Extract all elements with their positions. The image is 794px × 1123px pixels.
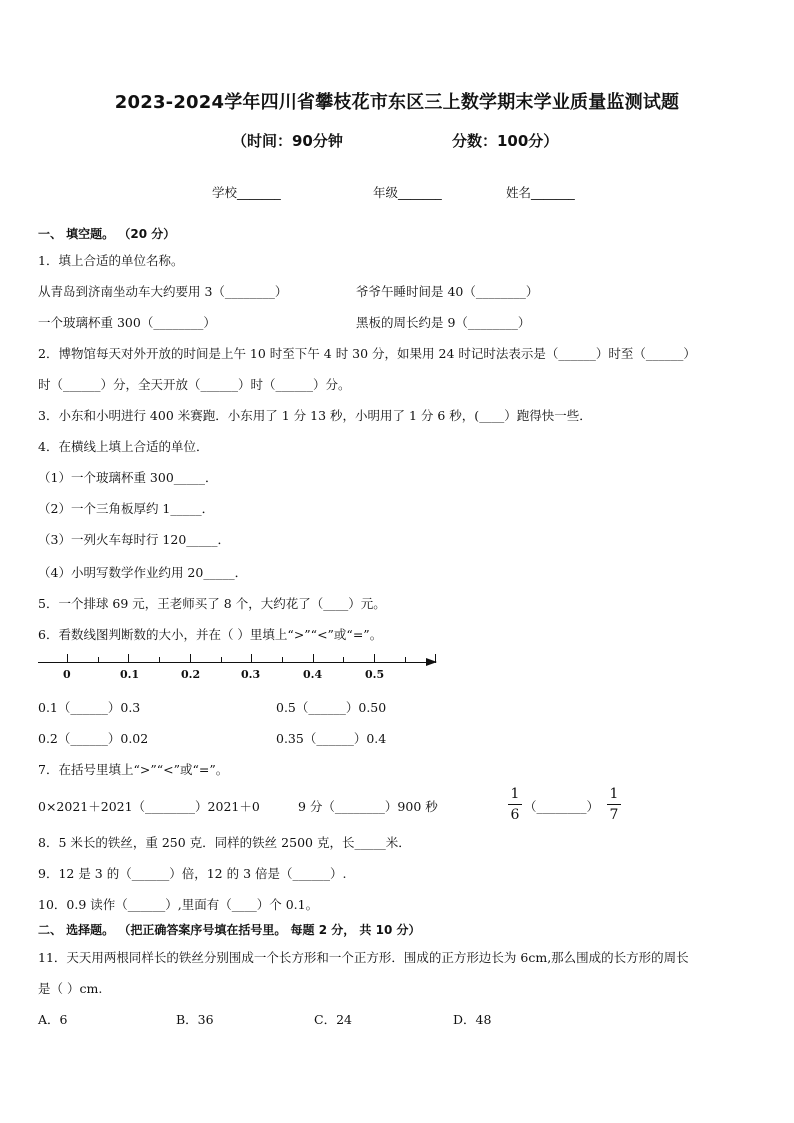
number-line-tick (221, 657, 222, 663)
number-line-tick (405, 657, 406, 663)
q11-line1: 11．天天用两根同样长的铁丝分别围成一个长方形和一个正方形．围成的正方形边长为 6cm,那么围成的长方形的周长 (38, 950, 689, 965)
q11-option-c: C．24 (314, 1012, 352, 1027)
q10: 10．0.9 读作（______）,里面有（____）个 0.1。 (38, 897, 319, 912)
number-line-tick (67, 654, 68, 663)
fraction-1-numerator: 1 (510, 786, 520, 802)
q11-option-b: B．36 (176, 1012, 214, 1027)
nl-label-0.4: 0.4 (303, 668, 323, 681)
fraction-bar (508, 804, 522, 805)
number-line-tick (435, 654, 436, 663)
q2-line2: 时（______）分，全天开放（______）时（______）分。 (38, 377, 351, 392)
number-line-tick (313, 654, 314, 663)
name-field: 姓名_______ (506, 185, 575, 200)
section-1-heading: 一、 填空题。 （20 分） (38, 227, 176, 241)
nl-label-0.2: 0.2 (181, 668, 201, 681)
q7-item-b: 9 分（________）900 秒 (298, 799, 438, 814)
number-line-tick (282, 657, 283, 663)
q2-line1: 2．博物馆每天对外开放的时间是上午 10 时至下午 4 时 30 分，如果用 24 时记时法表示是（______）时至（______） (38, 346, 696, 361)
number-line-tick (343, 657, 344, 663)
q1-item-d: 黑板的周长约是 9（________） (356, 315, 531, 330)
q7-fraction-2 (605, 785, 623, 824)
number-line-tick (251, 654, 252, 663)
q4-item-4: （4）小明写数学作业约用 20_____． (38, 565, 248, 580)
nl-label-0.3: 0.3 (241, 668, 261, 681)
q6-item-a: 0.1（______）0.3 (38, 700, 141, 715)
exam-score: 分数：100分） (452, 132, 559, 150)
number-line-tick (190, 654, 191, 663)
q11-option-d: D．48 (453, 1012, 492, 1027)
q6-item-b: 0.5（______）0.50 (276, 700, 387, 715)
fraction-2-numerator: 1 (609, 786, 619, 802)
number-line-tick (374, 654, 375, 663)
q11-option-a: A．6 (38, 1012, 68, 1027)
nl-label-0.5: 0.5 (365, 668, 385, 681)
number-line (0, 650, 794, 690)
exam-time: （时间：90分钟 (232, 132, 343, 150)
fraction-bar (607, 804, 621, 805)
nl-label-0: 0 (63, 668, 71, 681)
q3: 3．小东和小明进行 400 米赛跑．小东用了 1 分 13 秒，小明用了 1 分 6 秒，(____）跑得快一些． (38, 408, 592, 423)
q1-item-c: 一个玻璃杯重 300（________） (38, 315, 216, 330)
q7-item-a: 0×2021＋2021（________）2021＋0 (38, 799, 260, 814)
fraction-1-denominator: 6 (510, 807, 520, 823)
number-line-tick (98, 657, 99, 663)
q7-fraction-1 (506, 785, 524, 824)
q1-item-b: 爷爷午睡时间是 40（________） (356, 284, 539, 299)
q9: 9．12 是 3 的（______）倍，12 的 3 倍是（______）. (38, 866, 347, 881)
q1-item-a: 从青岛到济南坐动车大约要用 3（________） (38, 284, 288, 299)
q8: 8．5 米长的铁丝，重 250 克．同样的铁丝 2500 克，长_____米． (38, 835, 411, 850)
section-2-heading: 二、 选择题。 （把正确答案序号填在括号里。 每题 2 分， 共 10 分） (38, 923, 421, 937)
grade-field: 年级_______ (373, 185, 442, 200)
page-title: 2023-2024学年四川省攀枝花市东区三上数学期末学业质量监测试题 (114, 92, 680, 113)
q6-item-c: 0.2（______）0.02 (38, 731, 149, 746)
fraction-2-denominator: 7 (609, 807, 619, 823)
q5: 5．一个排球 69 元，王老师买了 8 个，大约花了（____）元。 (38, 596, 386, 611)
q4-stem: 4．在横线上填上合适的单位． (38, 439, 209, 454)
q4-item-1: （1）一个玻璃杯重 300_____． (38, 470, 218, 485)
q7-stem: 7．在括号里填上“>”“<”或“=”。 (38, 762, 229, 777)
number-line-axis (38, 662, 428, 663)
q4-item-2: （2）一个三角板厚约 1_____． (38, 501, 215, 516)
number-line-tick (159, 657, 160, 663)
number-line-tick (128, 654, 129, 663)
q7-item-c-blank: （________） (524, 799, 600, 814)
q1-stem: 1．填上合适的单位名称。 (38, 253, 184, 268)
nl-label-0.1: 0.1 (120, 668, 140, 681)
q6-stem: 6．看数线图判断数的大小，并在（ ）里填上“>”“<”或“=”。 (38, 627, 383, 642)
school-field: 学校_______ (212, 185, 281, 200)
q4-item-3: （3）一列火车每时行 120_____． (38, 532, 231, 547)
q6-item-d: 0.35（______）0.4 (276, 731, 387, 746)
q11-line2: 是（ ）cm. (38, 981, 103, 996)
